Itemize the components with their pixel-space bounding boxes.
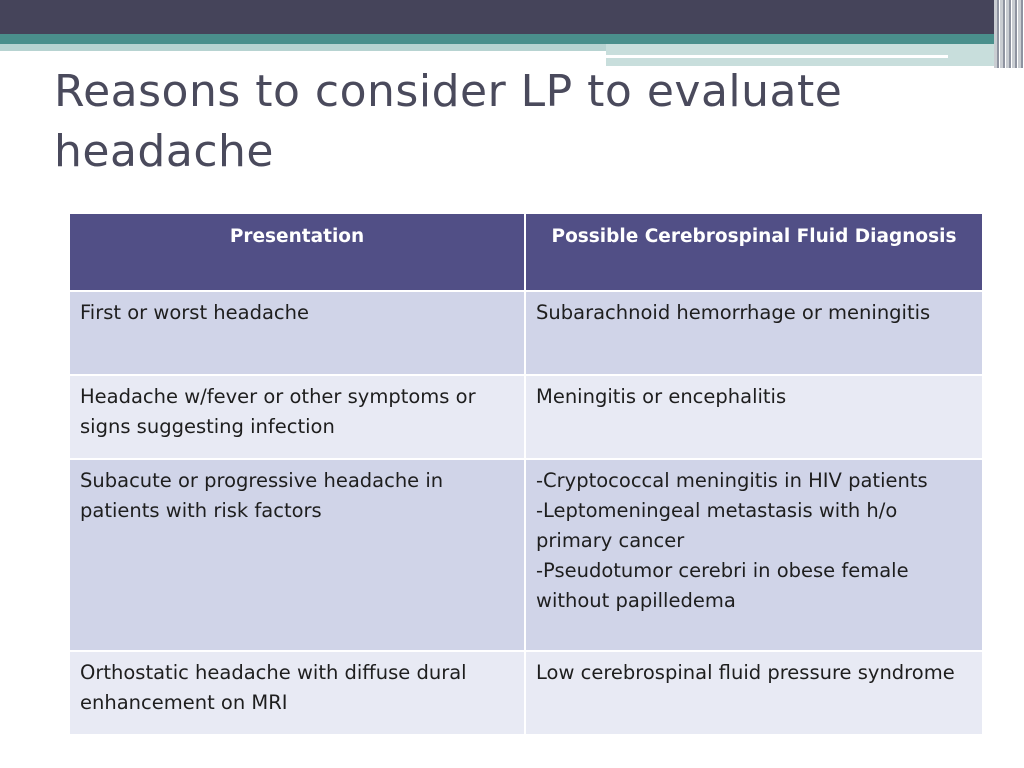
banner-teal-band bbox=[0, 34, 1024, 44]
diagnosis-line: Low cerebrospinal fluid pressure syndrome bbox=[536, 661, 955, 684]
diagnosis-cell bbox=[525, 375, 983, 459]
table-row bbox=[69, 459, 983, 651]
presentation-cell: Orthostatic headache with diffuse dural enhancement on MRI bbox=[69, 651, 525, 735]
banner-corner-stripes bbox=[994, 0, 1024, 68]
banner-white-line bbox=[606, 55, 948, 58]
header-csf-diagnosis: Possible Cerebrospinal Fluid Diagnosis bbox=[525, 213, 983, 291]
table-row bbox=[69, 375, 983, 459]
diagnosis-line: -Leptomeningeal metastasis with h/o primary cancer bbox=[536, 499, 898, 552]
table-row bbox=[69, 291, 983, 375]
diagnosis-line: -Pseudotumor cerebri in obese female without papilledema bbox=[536, 559, 909, 612]
lp-reasons-table bbox=[68, 212, 984, 736]
banner-light-strip bbox=[0, 44, 606, 51]
presentation-cell: Subacute or progressive headache in patients with risk factors bbox=[69, 459, 525, 651]
table-row bbox=[69, 651, 983, 735]
diagnosis-line: -Cryptococcal meningitis in HIV patients bbox=[536, 469, 928, 492]
presentation-cell: Headache w/fever or other symptoms or signs suggesting infection bbox=[69, 375, 525, 459]
presentation-cell: First or worst headache bbox=[69, 291, 525, 375]
header-presentation: Presentation bbox=[69, 213, 525, 291]
diagnosis-cell bbox=[525, 651, 983, 735]
diagnosis-cell bbox=[525, 291, 983, 375]
slide-title: Reasons to consider LP to evaluate headache bbox=[54, 66, 843, 177]
banner-dark-band bbox=[0, 0, 1024, 34]
diagnosis-line: Subarachnoid hemorrhage or meningitis bbox=[536, 301, 931, 324]
table-header-row bbox=[69, 213, 983, 291]
diagnosis-cell bbox=[525, 459, 983, 651]
diagnosis-line: Meningitis or encephalitis bbox=[536, 385, 787, 408]
